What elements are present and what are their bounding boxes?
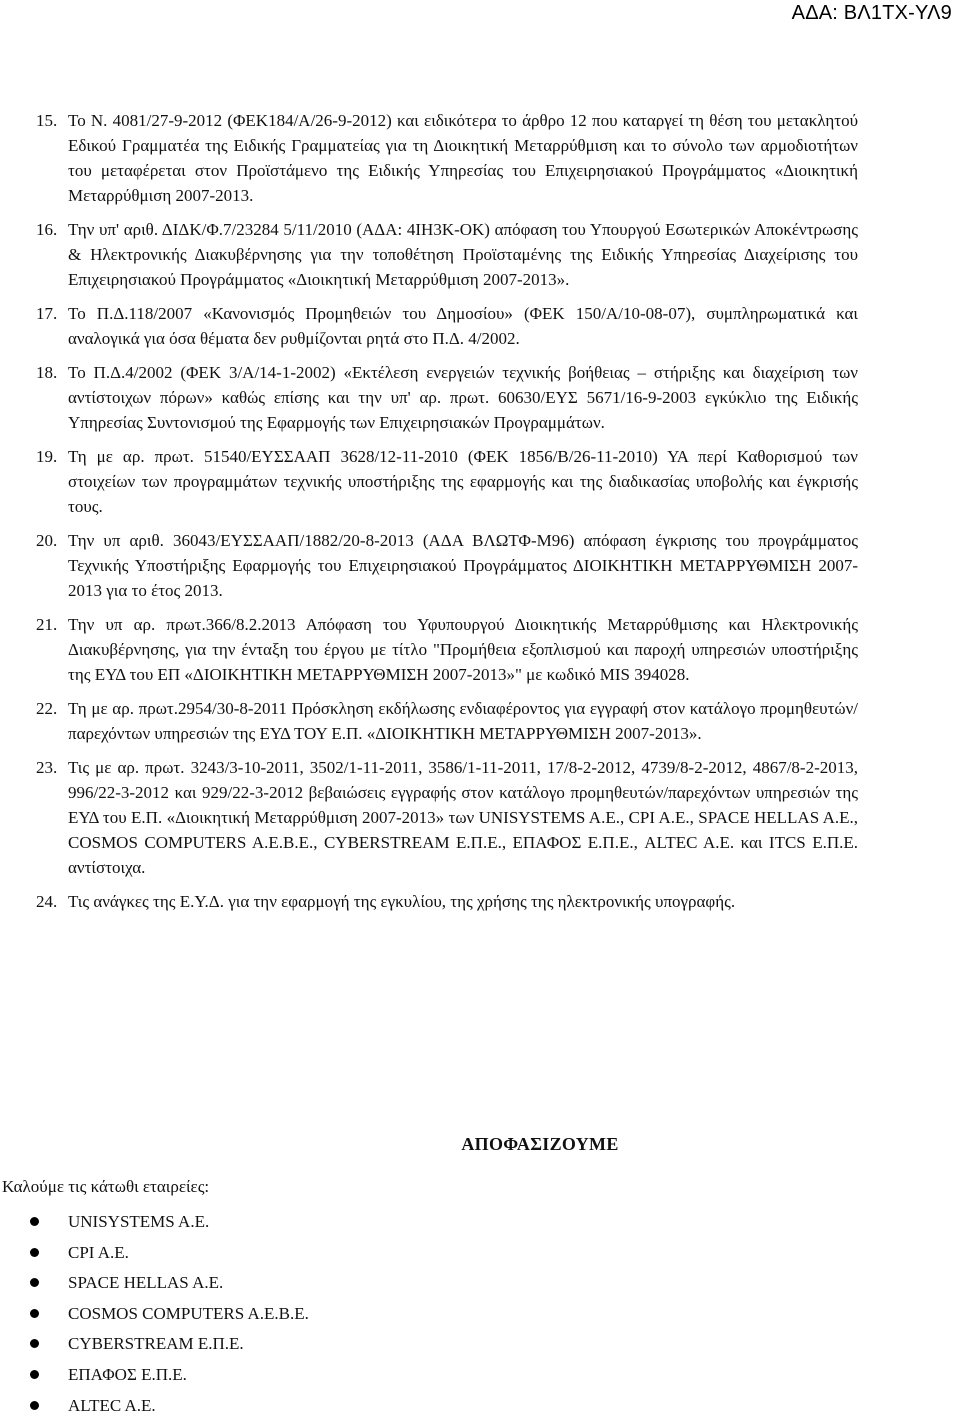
company-name: ΕΠΑΦΟΣ Ε.Π.Ε.	[68, 1364, 187, 1384]
bullet-icon	[30, 1278, 39, 1287]
company-item	[30, 1329, 309, 1360]
item-number: 21.	[36, 615, 58, 634]
companies-list	[30, 1207, 309, 1421]
item-text: Τις με αρ. πρωτ. 3243/3-10-2011, 3502/1-11-2011, 3586/1-11-2011, 17/8-2-2012, 4739/8-2-2012, 4867/8-2-2013, 996/22-3-2012 και 929/22-3-2012 βεβαιώσεις εγγραφής στον κατάλογο προμηθευτών/παρεχόντων υπηρεσιών της ΕΥΔ του Ε.Π. «Διοικητική Μεταρρύθμιση 2007-2013» των UNISYSTEMS A.E., CPI A.E., SPACE HELLAS A.E., COSMOS COMPUTERS A.E.B.E., CYBERSTREAM Ε.Π.Ε., ΕΠΑΦΟΣ Ε.Π.Ε., ALTEC A.E. και ITCS Ε.Π.Ε. αντίστοιχα.	[68, 758, 858, 877]
bullet-icon	[30, 1217, 39, 1226]
list-item	[36, 360, 858, 435]
item-text: Τις ανάγκες της Ε.Υ.Δ. για την εφαρμογή της εγκυλίου, της χρήσης της ηλεκτρονικής υπογραφής.	[68, 892, 736, 911]
decision-heading: ΑΠΟΦΑΣΙΖΟΥΜΕ	[461, 1134, 619, 1154]
item-number: 22.	[36, 699, 58, 718]
item-text: Την υπ' αριθ. ΔΙΔΚ/Φ.7/23284 5/11/2010 (ΑΔΑ: 4ΙΗ3Κ-ΟΚ) απόφαση του Υπουργού Εσωτερικών Αποκέντρωσης & Ηλεκτρονικής Διακυβέρνησης για την τοποθέτηση Προϊσταμένης της Ειδικής Υπηρεσίας Διαχείρισης του Επιχειρησιακού Προγράμματος «Διοικητική Μεταρρύθμιση 2007-2013».	[68, 220, 858, 289]
item-text: Την υπ αριθ. 36043/ΕΥΣΣΑΑΠ/1882/20-8-2013 (ΑΔΑ ΒΛΩΤΦ-Μ96) απόφαση έγκρισης του προγράμματος Τεχνικής Υποστήριξης Εφαρμογής του Επιχειρησιακού Προγράμματος ΔΙΟΙΚΗΤΙΚΗ ΜΕΤΑΡΡΥΘΜΙΣΗ 2007-2013 για το έτος 2013.	[68, 531, 858, 600]
company-item	[30, 1391, 309, 1421]
company-name: UNISYSTEMS A.E.	[68, 1212, 210, 1231]
list-item	[36, 108, 858, 208]
item-text: Την υπ αρ. πρωτ.366/8.2.2013 Απόφαση του Υφυπουργού Διοικητικής Μεταρρύθμισης και Ηλεκτρονικής Διακυβέρνησης, για την ένταξη του έργου με τίτλο "Προμήθεια εξοπλισμού και παροχή υπηρεσιών υποστήριξης της ΕΥΔ του ΕΠ «ΔΙΟΙΚΗΤΙΚΗ ΜΕΤΑΡΡΥΘΜΙΣΗ 2007-2013»" με κωδικό MIS 394028.	[68, 615, 858, 684]
company-name: SPACE HELLAS A.E.	[68, 1273, 224, 1293]
bullet-icon	[30, 1339, 39, 1348]
item-number: 18.	[36, 363, 58, 382]
item-text: Το Π.Δ.118/2007 «Κανονισμός Προμηθειών του Δημοσίου» (ΦΕΚ 150/Α/10-08-07), συμπληρωματικά και αναλογικά για όσα θέματα δεν ρυθμίζονται ρητά στο Π.Δ. 4/2002.	[68, 304, 858, 348]
bullet-icon	[30, 1309, 39, 1318]
company-name: ALTEC A.E.	[68, 1395, 156, 1415]
bullet-icon	[30, 1370, 39, 1379]
company-name: CYBERSTREAM E.Π.Ε.	[68, 1334, 244, 1354]
item-number: 15.	[36, 111, 58, 130]
item-text: Τη με αρ. πρωτ. 51540/ΕΥΣΣΑΑΠ 3628/12-11-2010 (ΦΕΚ 1856/Β/26-11-2010) ΥΑ περί Καθορισμού των στοιχείων των προγραμμάτων τεχνικής υποστήριξης της εφαρμογής και της διαδικασίας υποβολής και έγκρισής τους.	[68, 447, 858, 516]
item-text: Το Π.Δ.4/2002 (ΦΕΚ 3/Α/14-1-2002) «Εκτέλεση ενεργειών τεχνικής βοήθειας – στήριξης και διαχείριση των αντίστοιχων πόρων» καθώς επίσης και την υπ' αρ. πρωτ. 60630/ΕΥΣ 5671/16-9-2003 εγκύκλιο της Ειδικής Υπηρεσίας Συντονισμού της Εφαρμογής των Επιχειρησιακών Προγραμμάτων.	[68, 363, 858, 432]
list-item	[36, 696, 858, 746]
item-number: 24.	[36, 892, 58, 911]
company-name: COSMOS COMPUTERS A.E.B.E.	[68, 1303, 309, 1323]
list-item	[36, 444, 858, 519]
company-item	[30, 1207, 309, 1238]
considerations-list	[36, 108, 858, 923]
list-item	[36, 612, 858, 687]
list-item	[36, 528, 858, 603]
bullet-icon	[30, 1401, 39, 1410]
company-item	[30, 1360, 309, 1391]
item-text: Τη με αρ. πρωτ.2954/30-8-2011 Πρόσκληση εκδήλωσης ενδιαφέροντος για εγγραφή στον κατάλογο προμηθευτών/παρεχόντων υπηρεσιών της ΕΥΔ ΤΟΥ Ε.Π. «ΔΙΟΙΚΗΤΙΚΗ ΜΕΤΑΡΡΥΘΜΙΣΗ 2007-2013».	[68, 699, 858, 743]
item-number: 19.	[36, 447, 58, 466]
item-number: 16.	[36, 220, 58, 239]
company-name: CPI A.E.	[68, 1242, 129, 1262]
list-item	[36, 301, 858, 351]
companies-intro: Καλούμε τις κάτωθι εταιρείες:	[2, 1177, 210, 1196]
bullet-icon	[30, 1248, 39, 1257]
ada-code: ΑΔΑ: ΒΛ1ΤΧ-ΥΛ9	[791, 2, 952, 24]
company-item	[30, 1268, 309, 1299]
list-item	[36, 217, 858, 292]
item-number: 23.	[36, 758, 58, 777]
item-number: 17.	[36, 304, 58, 323]
list-item	[36, 889, 858, 914]
company-item	[30, 1299, 309, 1330]
list-item	[36, 755, 858, 880]
item-text: Το Ν. 4081/27-9-2012 (ΦΕΚ184/Α/26-9-2012) και ειδικότερα το άρθρο 12 που καταργεί τη θέση του μετακλητού Εδικού Γραμματέα της Ειδικής Γραμματείας για τη Διοικητική Μεταρρύθμιση και το σύνολο των αρμοδιοτήτων του μεταφέρεται στον Προϊστάμενο της Ειδικής Υπηρεσίας του Επιχειρησιακού Προγράμματος «Διοικητική Μεταρρύθμιση 2007-2013.	[68, 111, 858, 205]
item-number: 20.	[36, 531, 58, 550]
company-item	[30, 1238, 309, 1269]
